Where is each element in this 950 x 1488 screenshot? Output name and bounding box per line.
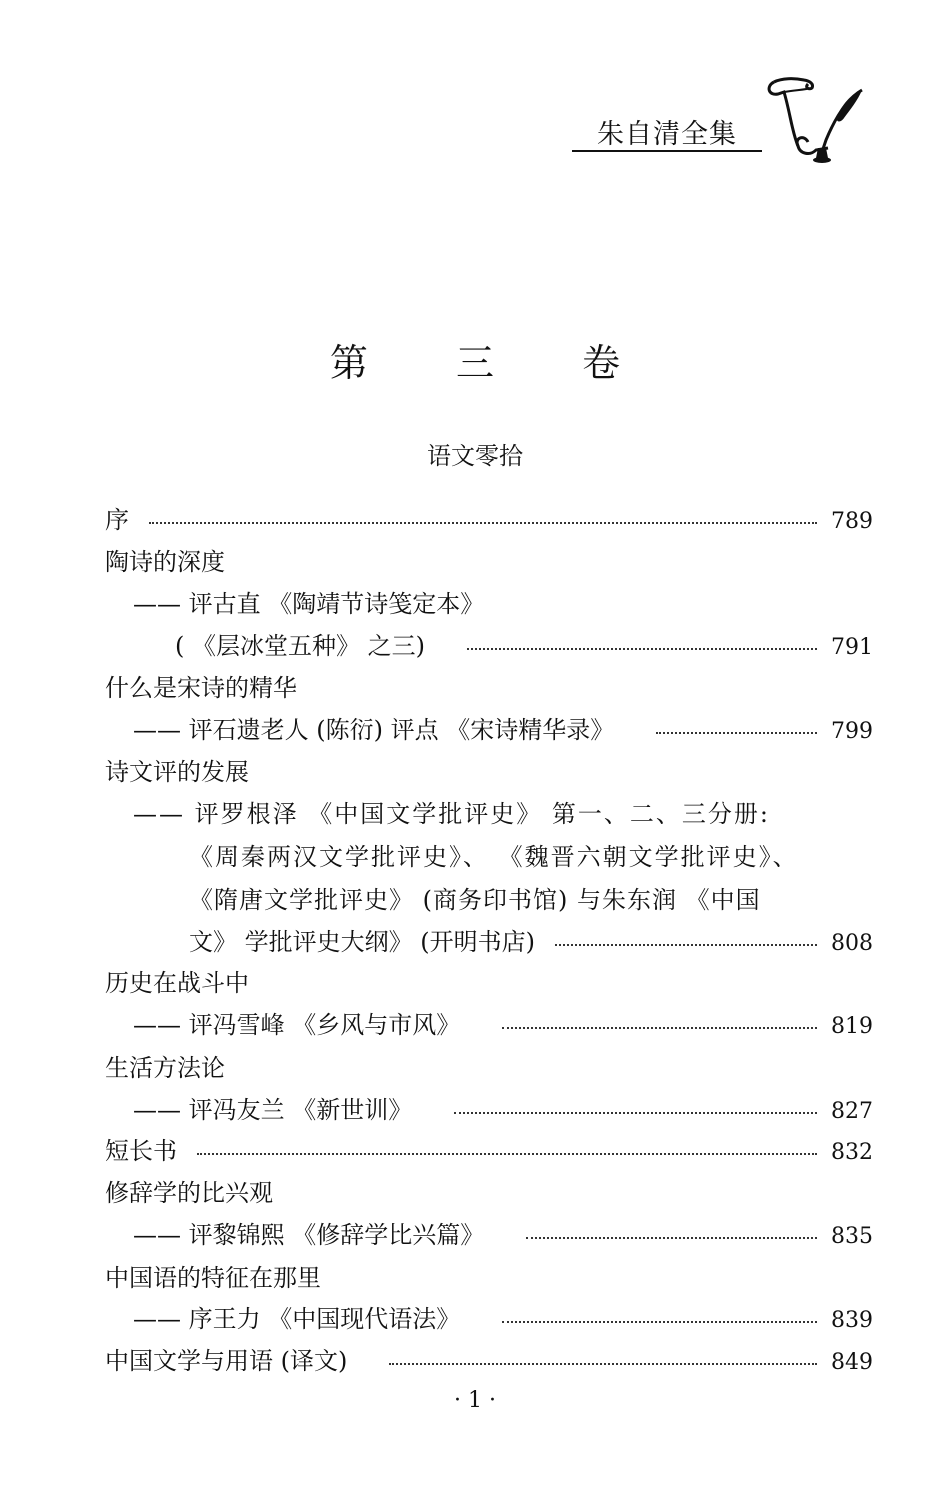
toc-page-number: 839 bbox=[831, 1308, 873, 1333]
toc-page-number: 849 bbox=[831, 1350, 873, 1375]
toc-entry-subtitle: —— 序王力 《中国现代语法》 bbox=[133, 1305, 461, 1333]
toc-page-number: 819 bbox=[831, 1014, 873, 1039]
toc-entry bbox=[105, 752, 873, 784]
dot-leader bbox=[454, 1088, 817, 1114]
toc-entry bbox=[105, 668, 873, 700]
page-number: · 1 · bbox=[454, 1388, 496, 1413]
dot-leader bbox=[502, 1297, 817, 1323]
toc-entry bbox=[105, 1173, 873, 1205]
toc-subtitle bbox=[105, 626, 873, 658]
toc-page-number: 827 bbox=[831, 1099, 873, 1124]
dot-leader bbox=[149, 498, 817, 524]
dot-leader bbox=[389, 1339, 817, 1365]
toc-page-number: 835 bbox=[831, 1224, 873, 1249]
toc-entry-title: 诗文评的发展 bbox=[105, 758, 249, 786]
toc-entry bbox=[105, 963, 873, 995]
toc-entry bbox=[105, 1341, 873, 1373]
toc-subtitle bbox=[105, 880, 873, 912]
toc-page-number: 789 bbox=[831, 509, 873, 534]
series-title: 朱自清全集 bbox=[597, 119, 737, 150]
toc-entry-subtitle: —— 评石遗老人 (陈衍) 评点 《宋诗精华录》 bbox=[133, 716, 615, 744]
toc-subtitle bbox=[105, 710, 873, 742]
running-header bbox=[572, 112, 762, 152]
toc-entry-subtitle: ( 《层冰堂五种》 之三) bbox=[175, 632, 425, 660]
toc-subtitle bbox=[105, 794, 873, 826]
dot-leader bbox=[555, 920, 817, 946]
scroll-quill-icon bbox=[764, 72, 874, 164]
toc-subtitle bbox=[105, 1215, 873, 1247]
toc-entry-subtitle: —— 评古直 《陶靖节诗笺定本》 bbox=[133, 590, 485, 618]
toc-entry-title: 生活方法论 bbox=[105, 1054, 225, 1082]
dot-leader bbox=[197, 1129, 817, 1155]
dot-leader bbox=[467, 624, 817, 650]
toc-entry-title: 修辞学的比兴观 bbox=[105, 1179, 273, 1207]
toc-entry bbox=[105, 1258, 873, 1290]
toc-subtitle bbox=[105, 584, 873, 616]
header-rule bbox=[572, 150, 762, 152]
toc-entry-title: 短长书 bbox=[105, 1137, 177, 1165]
toc-entry-subtitle: 《周秦两汉文学批评史》、 《魏晋六朝文学批评史》、 bbox=[189, 843, 799, 871]
toc-entry-title: 中国语的特征在那里 bbox=[105, 1264, 321, 1292]
dot-leader bbox=[656, 708, 817, 734]
toc-entry-title: 历史在战斗中 bbox=[105, 969, 249, 997]
toc-entry-subtitle: —— 评冯雪峰 《乡风与市风》 bbox=[133, 1011, 461, 1039]
toc-page-number: 832 bbox=[831, 1140, 873, 1165]
dot-leader bbox=[502, 1003, 817, 1029]
toc-subtitle bbox=[105, 1005, 873, 1037]
toc-page-number: 799 bbox=[831, 719, 873, 744]
toc-entry-title: 陶诗的深度 bbox=[105, 548, 225, 576]
toc-entry-subtitle: —— 评罗根泽 《中国文学批评史》 第一、二、三分册: bbox=[133, 800, 770, 828]
toc-subtitle bbox=[105, 837, 873, 869]
toc-entry-title: 中国文学与用语 (译文) bbox=[105, 1347, 348, 1375]
toc-entry bbox=[105, 1048, 873, 1080]
toc-entry-title: 什么是宋诗的精华 bbox=[105, 674, 297, 702]
dot-leader bbox=[526, 1213, 817, 1239]
toc-page-number: 808 bbox=[831, 931, 873, 956]
toc-entry-subtitle: 文》 学批评史大纲》 (开明书店) bbox=[189, 928, 535, 956]
toc-entry-subtitle: —— 评冯友兰 《新世训》 bbox=[133, 1096, 413, 1124]
toc-entry bbox=[105, 1131, 873, 1163]
toc-page-number: 791 bbox=[831, 635, 873, 660]
toc-subtitle bbox=[105, 1090, 873, 1122]
toc-entry-subtitle: 《隋唐文学批评史》 (商务印书馆) 与朱东润 《中国 bbox=[189, 886, 761, 914]
toc-entry-subtitle: —— 评黎锦熙 《修辞学比兴篇》 bbox=[133, 1221, 485, 1249]
toc-entry bbox=[105, 542, 873, 574]
toc-entry bbox=[105, 500, 873, 532]
toc-subtitle bbox=[105, 1299, 873, 1331]
toc-entry-title: 序 bbox=[105, 506, 129, 534]
section-title: 语文零拾 bbox=[427, 442, 523, 470]
toc-subtitle bbox=[105, 922, 873, 954]
volume-title: 第 三 卷 bbox=[329, 341, 659, 385]
